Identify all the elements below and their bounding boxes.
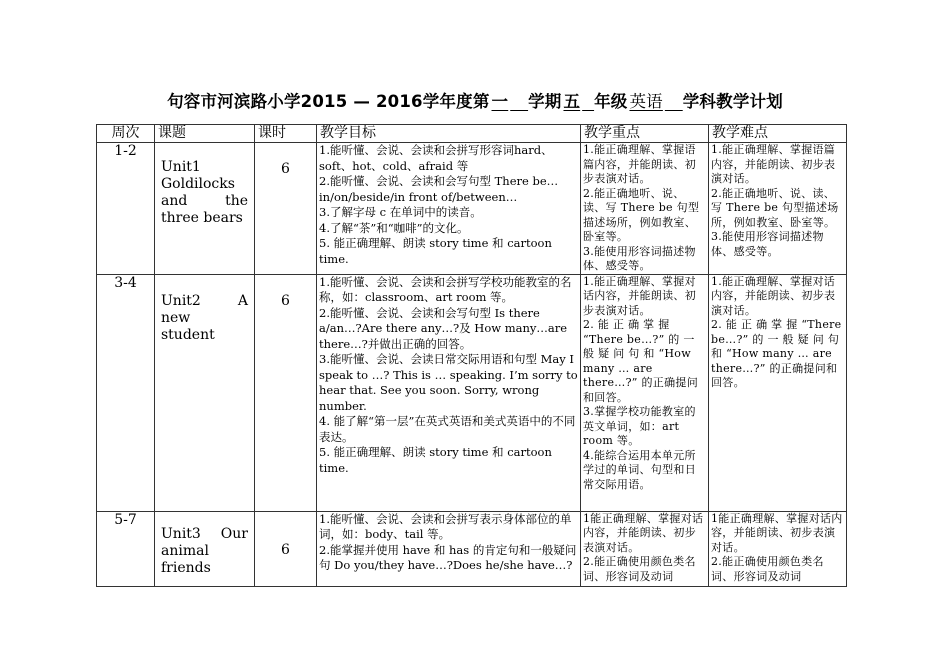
key-points-cell: 1能正确理解、掌握对话内容，并能朗读、初步表演对话。 2.能正确使用颜色类名词、形容词及动词 [581, 511, 709, 586]
title-grade: 五 [563, 92, 581, 111]
key-points-cell: 1.能正确理解、掌握语篇内容，并能朗读、初步表演对话。 2.能正确地听、说、读、写 There be 句型描述场所，例如教室、卧室等。 3.能使用形容词描述物体、感受等。 [581, 143, 709, 275]
header-topic: 课题 [155, 125, 255, 143]
topic-cell: Unit1 Goldilocks and the three bears [155, 143, 255, 275]
goals-cell: 1.能听懂、会说、会读和会拼写表示身体部位的单词，如：body、tail 等。 2.能掌握并使用 have 和 has 的肯定句和一般疑问句 Do you/they have…?Does he/she have…? [317, 511, 581, 586]
title-term: 一 [491, 92, 509, 111]
table-header-row [97, 125, 847, 143]
week-cell: 1-2 [97, 143, 155, 275]
title-suffix: 学科教学计划 [682, 92, 783, 111]
week-cell: 3-4 [97, 274, 155, 511]
topic-cell: Unit2 A new student [155, 274, 255, 511]
hours-cell: 6 [255, 511, 317, 586]
table-row [97, 511, 847, 586]
header-goals: 教学目标 [317, 125, 581, 143]
title-prefix: 句容市河滨路小学2015 — 2016学年度第 [167, 92, 490, 111]
difficulties-cell: 1.能正确理解、掌握语篇内容，并能朗读、初步表演对话。 2.能正确地听、说、读、写 There be 句型描述场所，例如教室、卧室等。 3.能使用形容词描述物体、感受等。 [709, 143, 847, 275]
title-subject: 英语 [629, 92, 663, 111]
hours-cell: 6 [255, 143, 317, 275]
goals-cell: 1.能听懂、会说、会读和会拼写学校功能教室的名称，如：classroom、art room 等。 2.能听懂、会说、会读和会写句型 Is there a/an…?Are there any…?及 How many…are there…?并做出正确的回答。 3.能听懂、会说、会读日常交际用语和句型 May I speak to …? This is … speaking. I’m sorry to hear that. See you soon. Sorry, wrong number. 4. 能了解“第一层”在英式英语和美式英语中的不同表达。 5. 能正确理解、朗读 story time 和 cartoon time. [317, 274, 581, 511]
header-hours: 课时 [255, 125, 317, 143]
week-cell: 5-7 [97, 511, 155, 586]
difficulties-cell: 1.能正确理解、掌握对话内容，并能朗读、初步表演对话。 2. 能 正 确 掌 握 “There be…?” 的 一 般 疑 问 句 和 “How many … are there…?” 的正确提问和回答。 [709, 274, 847, 511]
header-key-points: 教学重点 [581, 125, 709, 143]
header-difficulties: 教学难点 [709, 125, 847, 143]
table-row [97, 143, 847, 275]
hours-cell: 6 [255, 274, 317, 511]
teaching-plan-table [96, 124, 847, 587]
header-week: 周次 [97, 125, 155, 143]
title-term-suffix: 学期 [528, 92, 562, 111]
goals-cell: 1.能听懂、会说、会读和会拼写形容词hard、soft、hot、cold、afraid 等 2.能听懂、会说、会读和会写句型 There be…in/on/beside/in front of/between… 3.了解字母 c 在单词中的读音。 4.了解“茶”和“咖啡”的文化。 5. 能正确理解、朗读 story time 和 cartoon time. [317, 143, 581, 275]
topic-cell: Unit3 Our animal friends [155, 511, 255, 586]
document-title [0, 88, 950, 112]
table-row [97, 274, 847, 511]
difficulties-cell: 1能正确理解、掌握对话内容，并能朗读、初步表演对话。 2.能正确使用颜色类名词、形容词及动词 [709, 511, 847, 586]
key-points-cell: 1.能正确理解、掌握对话内容，并能朗读、初步表演对话。 2. 能 正 确 掌 握 “There be…?” 的 一 般 疑 问 句 和 “How many … are there…?” 的正确提问和回答。 3.掌握学校功能教室的英文单词，如：art room 等。 4.能综合运用本单元所学过的单词、句型和日常交际用语。 [581, 274, 709, 511]
title-grade-suffix: 年级 [594, 92, 628, 111]
